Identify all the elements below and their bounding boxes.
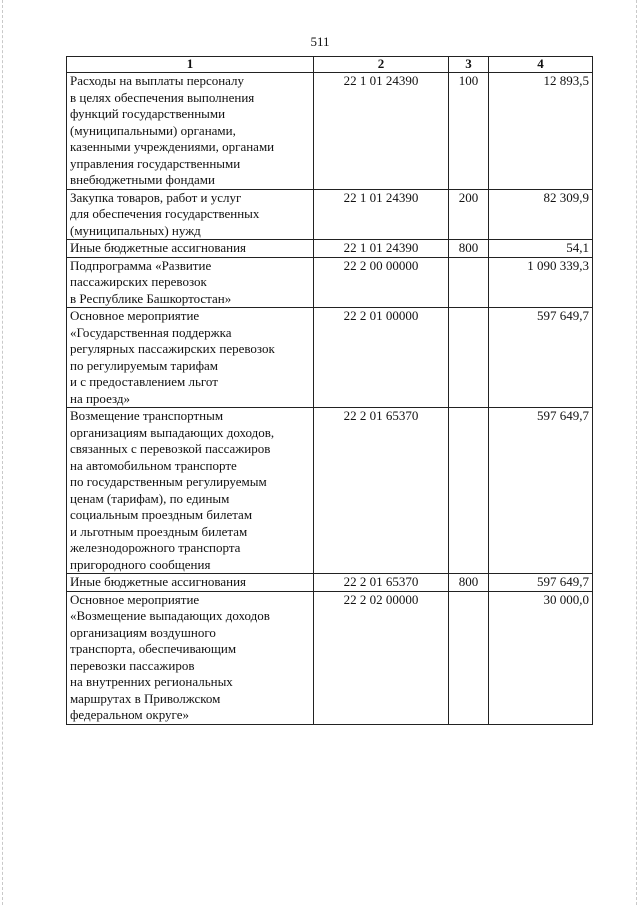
row-name: Иные бюджетные ассигнования [67, 574, 314, 592]
table-row [67, 591, 593, 724]
row-code: 22 2 01 65370 [314, 408, 449, 574]
row-amount: 82 309,9 [489, 189, 593, 240]
table-row [67, 308, 593, 408]
row-name: Возмещение транспортным организациям выпадающих доходов, связанных с перевозкой пассажиров на автомобильном транспорте по государственным регулируемым ценам (тарифам), по единым социальным проездным билетам и льготным проездным билетам железнодорожного транспорта пригородного сообщения [67, 408, 314, 574]
row-expense-type [449, 308, 489, 408]
left-margin-line [2, 0, 4, 905]
row-expense-type [449, 257, 489, 308]
row-code: 22 2 01 65370 [314, 574, 449, 592]
row-code: 22 2 00 00000 [314, 257, 449, 308]
row-name: Основное мероприятие «Государственная поддержка регулярных пассажирских перевозок по регулируемым тарифам и с предоставлением льгот на проезд» [67, 308, 314, 408]
row-code: 22 1 01 24390 [314, 189, 449, 240]
row-code: 22 1 01 24390 [314, 73, 449, 190]
row-expense-type [449, 408, 489, 574]
row-name: Подпрограмма «Развитие пассажирских перевозок в Республике Башкортостан» [67, 257, 314, 308]
row-expense-type: 100 [449, 73, 489, 190]
column-header-2: 2 [314, 57, 449, 73]
row-name: Иные бюджетные ассигнования [67, 240, 314, 258]
table-row [67, 408, 593, 574]
row-expense-type: 800 [449, 574, 489, 592]
row-amount: 54,1 [489, 240, 593, 258]
row-name: Закупка товаров, работ и услуг для обеспечения государственных (муниципальных) нужд [67, 189, 314, 240]
row-amount: 12 893,5 [489, 73, 593, 190]
right-margin-line [636, 0, 638, 905]
column-header-4: 4 [489, 57, 593, 73]
row-code: 22 1 01 24390 [314, 240, 449, 258]
row-code: 22 2 02 00000 [314, 591, 449, 724]
row-expense-type: 200 [449, 189, 489, 240]
row-amount: 597 649,7 [489, 574, 593, 592]
row-name: Основное мероприятие «Возмещение выпадающих доходов организациям воздушного транспорта, обеспечивающим перевозки пассажиров на внутренних региональных маршрутах в Приволжском федеральном округе» [67, 591, 314, 724]
table-row [67, 257, 593, 308]
column-header-1: 1 [67, 57, 314, 73]
column-header-3: 3 [449, 57, 489, 73]
row-amount: 597 649,7 [489, 308, 593, 408]
header-row [67, 57, 593, 73]
budget-table [66, 56, 593, 725]
table-row [67, 574, 593, 592]
table-row [67, 240, 593, 258]
row-expense-type [449, 591, 489, 724]
row-amount: 1 090 339,3 [489, 257, 593, 308]
row-amount: 597 649,7 [489, 408, 593, 574]
row-name: Расходы на выплаты персоналу в целях обеспечения выполнения функций государственными (муниципальными) органами, казенными учреждениями, органами управления государственными внебюджетными фондами [67, 73, 314, 190]
table-row [67, 73, 593, 190]
row-amount: 30 000,0 [489, 591, 593, 724]
table-row [67, 189, 593, 240]
page-number: 511 [310, 34, 330, 49]
row-expense-type: 800 [449, 240, 489, 258]
row-code: 22 2 01 00000 [314, 308, 449, 408]
